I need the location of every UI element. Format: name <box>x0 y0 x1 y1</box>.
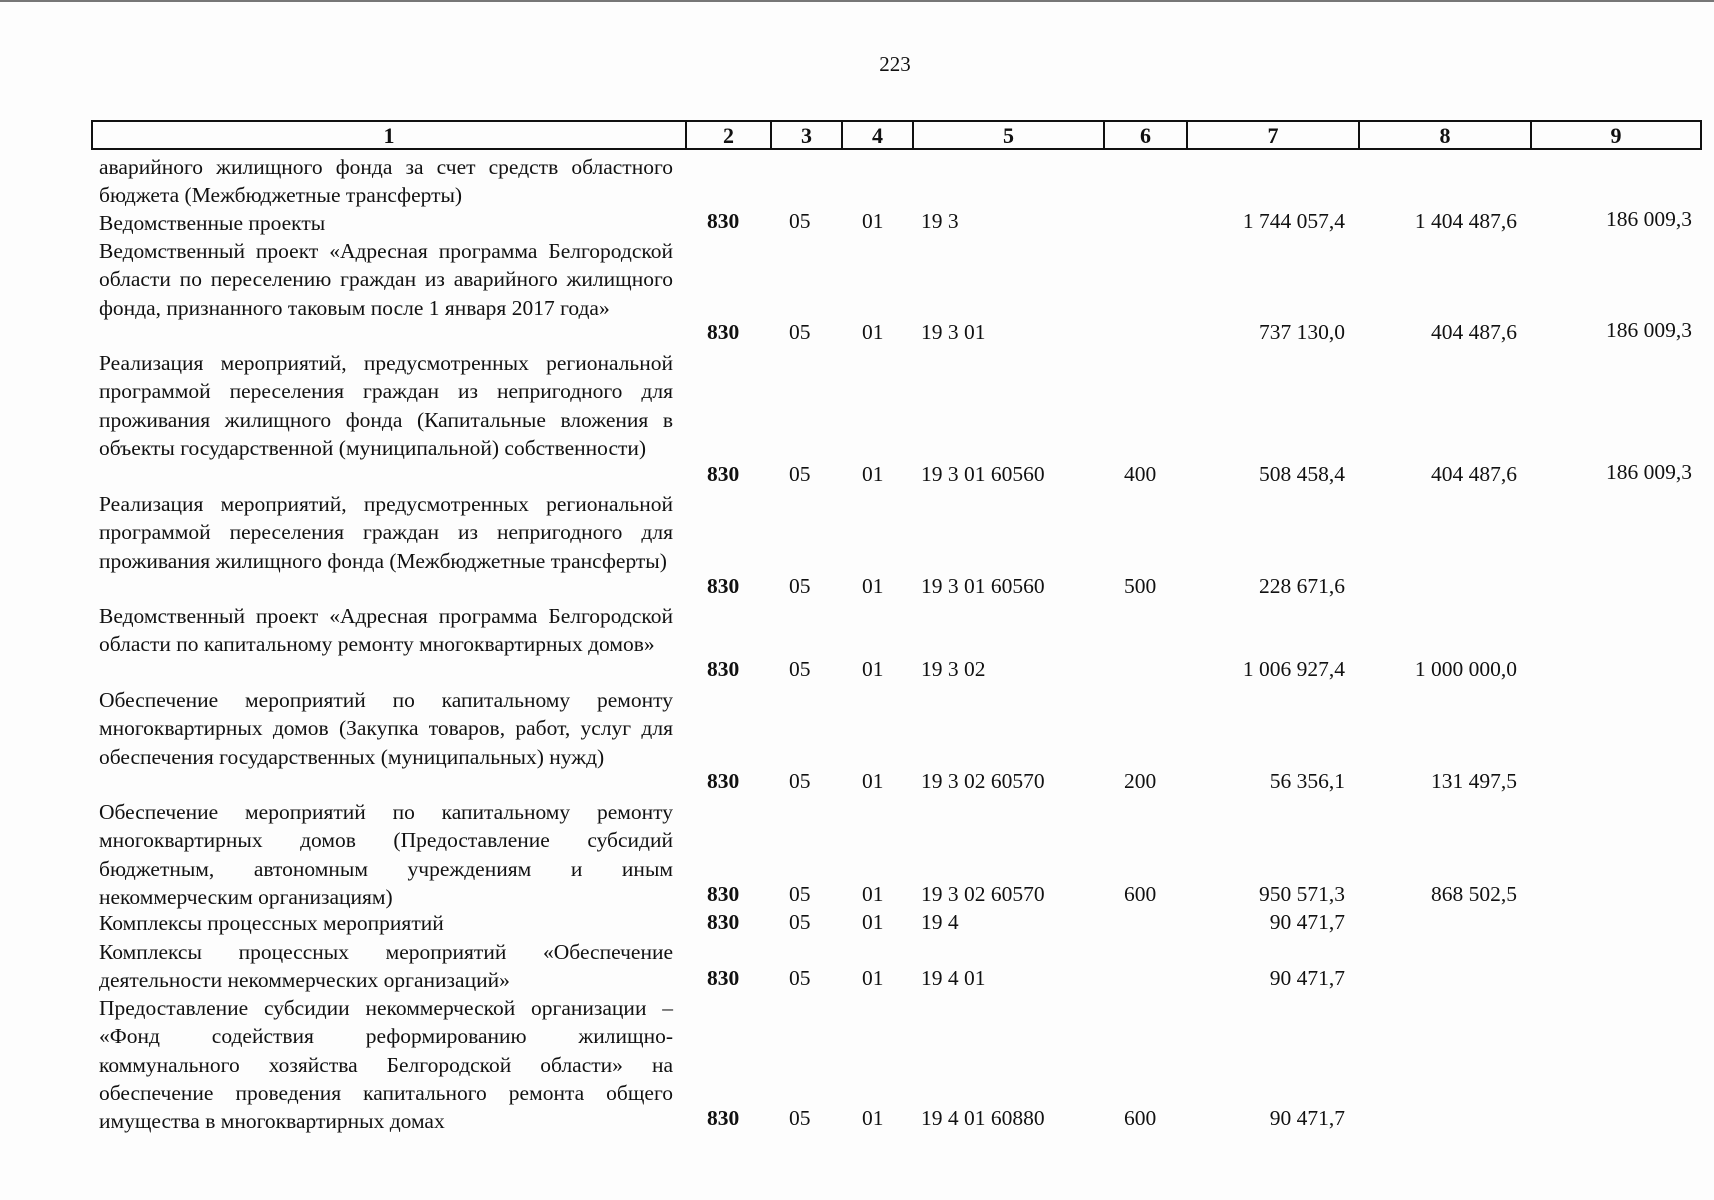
row-7-col-6: 600 <box>1124 882 1157 906</box>
row-9-col-4: 01 <box>862 966 884 990</box>
row-2-col-8: 404 487,6 <box>1431 320 1517 344</box>
row-9-description: Комплексы процессных мероприятий «Обеспечение деятельности некоммерческих организаций» <box>99 940 673 993</box>
page-number: 223 <box>879 52 911 76</box>
row-6-col-7: 56 356,1 <box>1269 769 1345 793</box>
row-8-col-3: 05 <box>789 910 811 934</box>
row-4-col-7: 228 671,6 <box>1259 574 1345 598</box>
row-6-col-6: 200 <box>1124 769 1157 793</box>
row-5-col-3: 05 <box>789 657 811 681</box>
header-col-3: 3 <box>772 122 843 148</box>
row-3-col-2: 830 <box>707 462 740 486</box>
row-7-col-8: 868 502,5 <box>1431 882 1517 906</box>
row-1-col-3: 05 <box>789 209 811 233</box>
row-7-col-3: 05 <box>789 882 811 906</box>
row-5-col-7: 1 006 927,4 <box>1242 657 1345 681</box>
row-5-col-4: 01 <box>862 657 884 681</box>
header-col-7: 7 <box>1188 122 1360 148</box>
row-4-col-6: 500 <box>1124 574 1157 598</box>
header-col-4: 4 <box>843 122 914 148</box>
row-5-description: Ведомственный проект «Адресная программа Белгородской области по капитальному ремонту многоквартирных домов» <box>99 604 673 657</box>
row-2-col-3: 05 <box>789 320 811 344</box>
row-7-col-7: 950 571,3 <box>1259 882 1345 906</box>
row-6-col-4: 01 <box>862 769 884 793</box>
row-7-col-4: 01 <box>862 882 884 906</box>
row-1-col-7: 1 744 057,4 <box>1242 209 1345 233</box>
row-8-col-5: 19 4 <box>921 910 959 934</box>
header-col-8: 8 <box>1360 122 1532 148</box>
row-2-col-7: 737 130,0 <box>1259 320 1345 344</box>
row-5-col-8: 1 000 000,0 <box>1414 657 1517 681</box>
row-3-col-7: 508 458,4 <box>1259 462 1345 486</box>
row-4-col-3: 05 <box>789 574 811 598</box>
row-1-description: Ведомственные проекты <box>99 211 326 235</box>
row-10-col-3: 05 <box>789 1106 811 1130</box>
row-1-col-2: 830 <box>707 209 740 233</box>
row-3-col-3: 05 <box>789 462 811 486</box>
row-10-col-2: 830 <box>707 1106 740 1130</box>
row-2-col-2: 830 <box>707 320 740 344</box>
row-3-col-8: 404 487,6 <box>1431 462 1517 486</box>
row-10-col-7: 90 471,7 <box>1269 1106 1345 1130</box>
row-8-description: Комплексы процессных мероприятий <box>99 911 444 935</box>
row-4-col-5: 19 3 01 60560 <box>921 574 1045 598</box>
row-7-col-5: 19 3 02 60570 <box>921 882 1045 906</box>
row-6-col-3: 05 <box>789 769 811 793</box>
row-3-description: Реализация мероприятий, предусмотренных региональной программой переселения граждан из непригодного для проживания жилищного фонда (Капитальные вложения в объекты государственной (муниципальной) собственности) <box>99 351 673 460</box>
row-7-description: Обеспечение мероприятий по капитальному ремонту многоквартирных домов (Предоставление субсидий бюджетным, автономным учреждениям и иным некоммерческим организациям) <box>99 800 673 909</box>
row-6-col-5: 19 3 02 60570 <box>921 769 1045 793</box>
row-9-col-2: 830 <box>707 966 740 990</box>
row-10-description: Предоставление субсидии некоммерческой организации – «Фонд содействия реформированию жилищно-коммунального хозяйства Белгородской области» на обеспечение проведения капитального ремонта общего имущества в многоквартирных домах <box>99 996 673 1134</box>
row-9-col-7: 90 471,7 <box>1269 966 1345 990</box>
header-col-5: 5 <box>914 122 1105 148</box>
row-6-col-8: 131 497,5 <box>1431 769 1517 793</box>
row-4-description: Реализация мероприятий, предусмотренных региональной программой переселения граждан из непригодного для проживания жилищного фонда (Межбюджетные трансферты) <box>99 492 673 573</box>
header-col-6: 6 <box>1105 122 1188 148</box>
row-9-col-5: 19 4 01 <box>921 966 986 990</box>
row-1-col-8: 1 404 487,6 <box>1414 209 1517 233</box>
row-8-col-2: 830 <box>707 910 740 934</box>
header-col-2: 2 <box>687 122 772 148</box>
header-col-9: 9 <box>1610 123 1622 148</box>
row-9-col-3: 05 <box>789 966 811 990</box>
row-3-col-6: 400 <box>1124 462 1157 486</box>
page-top-rule <box>0 0 1714 7</box>
row-3-col-5: 19 3 01 60560 <box>921 462 1045 486</box>
row-5-col-5: 19 3 02 <box>921 657 986 681</box>
row-2-col-5: 19 3 01 <box>921 320 986 344</box>
row-8-col-4: 01 <box>862 910 884 934</box>
row-1-col-4: 01 <box>862 209 884 233</box>
row-2-description: Ведомственный проект «Адресная программа Белгородской области по переселению граждан из аварийного жилищного фонда, признанного таковым после 1 января 2017 года» <box>99 239 673 320</box>
header-col-1: 1 <box>93 122 687 148</box>
row-5-col-2: 830 <box>707 657 740 681</box>
row-10-col-5: 19 4 01 60880 <box>921 1106 1045 1130</box>
row-1-col-9: 186 009,3 <box>1606 207 1692 231</box>
row-2-col-9: 186 009,3 <box>1606 318 1692 342</box>
row-2-col-4: 01 <box>862 320 884 344</box>
row-6-description: Обеспечение мероприятий по капитальному ремонту многоквартирных домов (Закупка товаров, работ, услуг для обеспечения государственных (муниципальных) нужд) <box>99 688 673 769</box>
row-6-col-2: 830 <box>707 769 740 793</box>
table-header <box>91 120 1702 150</box>
row-7-col-2: 830 <box>707 882 740 906</box>
row-10-col-6: 600 <box>1124 1106 1157 1130</box>
row-4-col-2: 830 <box>707 574 740 598</box>
row-10-col-4: 01 <box>862 1106 884 1130</box>
row-3-col-4: 01 <box>862 462 884 486</box>
row-3-col-9: 186 009,3 <box>1606 460 1692 484</box>
row-0-description: аварийного жилищного фонда за счет средств областного бюджета (Межбюджетные трансферты) <box>99 155 673 208</box>
row-1-col-5: 19 3 <box>921 209 959 233</box>
row-8-col-7: 90 471,7 <box>1269 910 1345 934</box>
row-4-col-4: 01 <box>862 574 884 598</box>
